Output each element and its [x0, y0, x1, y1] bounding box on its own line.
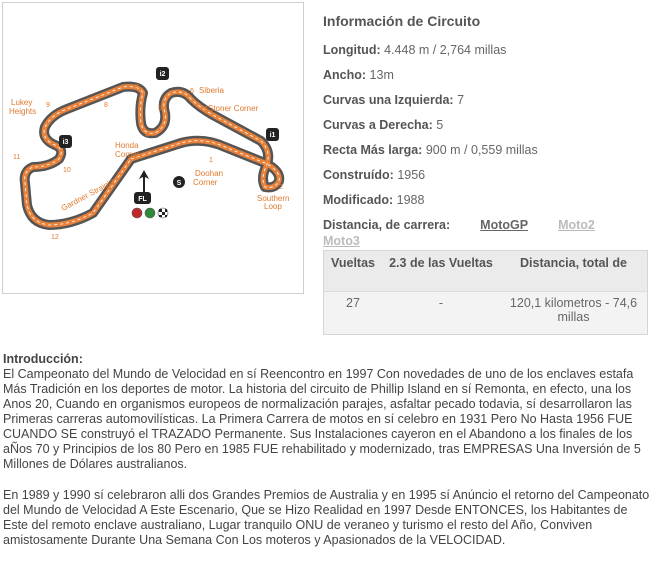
info-row-built [323, 163, 653, 188]
turn-number: 9 [46, 102, 50, 109]
introduction-heading: Introducción: [3, 352, 83, 366]
tab-moto2[interactable]: Moto2 [558, 218, 595, 232]
introduction-paragraph: El Campeonato del Mundo de Velocidad en sí Reencontro en 1997 Con novedades de uno de los enclaves estafa Más Tradición en los deportes de motor. La historia del circuito de Phillip Island en sí Remonta, en efecto, una los Anos 20, Cuando en organismos europeos de normalización parajes, asfaltar pecado todavia, sí desarrollaron las Primeras carreras automovilísticas. La Primera Carrera de motos en sí celebro en 1931 Pero No Hasta 1956 FUE CUANDO SE construyó el TRAZADO Permanente. Sus Instalaciones cayeron en el Abandono a los finales de los aÑos 70 y Principios de los 80 Pero en 1985 FUE rehabilitado y modernizado, tras EMPRESAS Una Inversión de 5 Millones de Dólares australianos. [3, 367, 641, 471]
turn-number: 6 [190, 88, 194, 95]
label-lukey-heights-1: Lukey [11, 98, 33, 107]
info-label: Ancho: [323, 68, 367, 82]
info-label: Curvas a Derecha: [323, 118, 433, 132]
info-label: Construído: [323, 168, 394, 182]
start-label: S [176, 180, 182, 187]
sector-i2-label: i2 [159, 71, 166, 78]
green-flag-icon [145, 208, 155, 218]
table-header-row [324, 251, 648, 292]
circuit-info-panel [323, 10, 653, 249]
info-row-length [323, 38, 653, 63]
turn-number: 10 [63, 167, 71, 174]
tab-motogp[interactable]: MotoGP [480, 218, 529, 232]
sector-i3-label: i3 [62, 139, 69, 146]
info-value: 5 [436, 118, 444, 132]
table-cell-two-thirds: - [382, 292, 500, 335]
circuit-track-svg [3, 3, 303, 293]
info-value: 7 [457, 93, 465, 107]
label-gardner-straight: Gardner Straight [59, 177, 117, 213]
turn-number: 3 [204, 106, 208, 113]
label-southern-loop-2: Loop [264, 202, 282, 211]
info-label: Curvas una Izquierda: [323, 93, 454, 107]
info-value: 1988 [396, 193, 425, 207]
label-southern-loop-1: Southern [257, 194, 290, 203]
label-doohan-corner-2: Corner [193, 178, 218, 187]
turn-number: 5 [158, 105, 162, 112]
info-label: Recta Más larga: [323, 143, 423, 157]
info-value: 900 m / 0,559 millas [425, 143, 538, 157]
circuit-map [2, 2, 304, 294]
race-distance-row [323, 217, 653, 233]
race-distance-table [323, 250, 648, 335]
table-header-total-distance: Distancia, total de [500, 251, 648, 292]
info-value: 1956 [397, 168, 426, 182]
label-siberia: Siberia [199, 86, 224, 95]
introduction-section [3, 352, 651, 548]
table-header-laps: Vueltas [324, 251, 383, 292]
table-cell-laps: 27 [324, 292, 383, 335]
label-honda-corner-2: Corner [115, 150, 140, 159]
race-distance-label: Distancia, de carrera: [323, 218, 451, 232]
turn-number: 11 [13, 154, 21, 161]
table-cell-total-distance: 120,1 kilometros - 74,6 millas [500, 292, 648, 335]
sector-i1-label: i1 [269, 132, 276, 139]
info-row-longest-straight [323, 138, 653, 163]
info-row-width [323, 63, 653, 88]
info-label: Longitud: [323, 43, 381, 57]
info-value: 4.448 m / 2,764 millas [384, 43, 507, 57]
label-stoner-corner: Stoner Corner [208, 104, 259, 113]
turn-number: 4 [145, 132, 149, 139]
direction-arrow-icon [139, 170, 149, 192]
circuit-info-title: Información de Circuito [323, 13, 481, 29]
info-value: 13m [369, 68, 394, 82]
info-row-right-turns [323, 113, 653, 138]
checkered-flag-icon [158, 208, 168, 218]
table-header-two-thirds: 2.3 de las Vueltas [382, 251, 500, 292]
red-flag-icon [132, 208, 142, 218]
turn-number: 8 [104, 102, 108, 109]
info-row-modified [323, 188, 653, 213]
table-row [324, 292, 648, 335]
label-honda-corner-1: Honda [115, 141, 139, 150]
finish-line-label: FL [138, 196, 147, 203]
turn-number: 12 [51, 234, 59, 241]
info-row-left-turns [323, 88, 653, 113]
turn-number: 1 [209, 157, 213, 164]
label-lukey-heights-2: Heights [9, 107, 37, 116]
turn-number: 7 [135, 84, 139, 91]
introduction-paragraph: En 1989 y 1990 sí celebraron alli dos Grandes Premios de Australia y en 1995 sí Anúncio el retorno del Campeonato del Mundo de Velocidad A Este Escenario, Que se Hizo Realidad en 1997 Desde ENTONCES, los Habitantes de Este del remoto enclave australiano, Lugar tranquilo ONU de veraneo y turismo el resto del Año, Conviven amistosamente Durante Una Semana Con Los moteros y Apasionados de la VELOCIDAD. [3, 488, 650, 547]
label-doohan-corner-1: Doohan [195, 169, 224, 178]
tab-moto3[interactable]: Moto3 [323, 234, 360, 248]
info-label: Modificado: [323, 193, 394, 207]
turn-number: 2 [279, 184, 283, 191]
